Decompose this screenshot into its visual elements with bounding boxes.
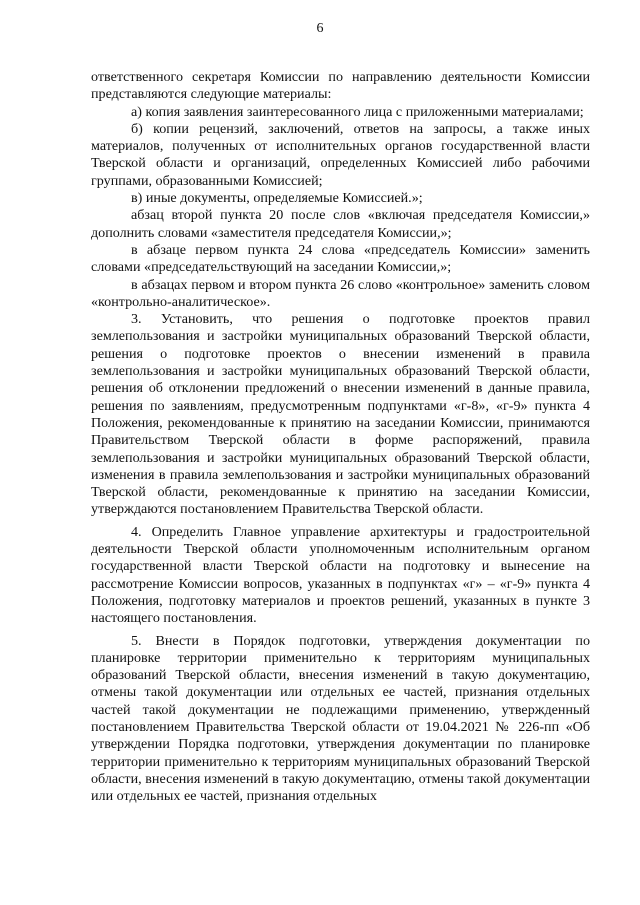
paragraph-amend-26: в абзацах первом и втором пункта 26 слово «контрольное» заменить словом «контрольно-аналитическое». — [91, 276, 590, 310]
paragraph-amend-24: в абзаце первом пункта 24 слова «председатель Комиссии» заменить словами «председательствующий на заседании Комиссии,»; — [91, 241, 590, 276]
paragraph-item-c: в) иные документы, определяемые Комиссией.»; — [131, 190, 423, 207]
page-number: 6 — [316, 21, 324, 36]
paragraph-clause-3: 3. Установить, что решения о подготовке проектов правил землепользования и застройки муниципальных образований Тверской области, решения о подготовке проектов о внесении изменений в правила землепользования и застройки муниципальных образований Тверской области, решения об отклонении предложений о внесении изменений в данные правила, решения по заявлениям, предусмотренным подпунктами «г-8», «г-9» пункта 4 Положения, рекомендованные к принятию на заседании Комиссии, принимаются Правительством Тверской области в форме распоряжений, правила землепользования и застройки муниципальных образований Тверской области, изменения в правила землепользования и застройки муниципальных образований Тверской области, рекомендованные к принятию на заседании Комиссии, утверждаются постановлением Правительства Тверской области. — [91, 311, 590, 518]
paragraph-continuation: ответственного секретаря Комиссии по направлению деятельности Комиссии представляются следующие материалы: — [91, 69, 590, 103]
paragraph-clause-4: 4. Определить Главное управление архитектуры и градостроительной деятельности Тверской области уполномоченным исполнительным органом государственной власти Тверской области на подготовку и вынесение на рассмотрение Комиссии вопросов, указанных в подпунктах «г» – «г-9» пункта 4 Положения, подготовку материалов и проектов решений, указанных в пункте 3 настоящего постановления. — [91, 523, 590, 627]
paragraph-amend-20: абзац второй пункта 20 после слов «включая председателя Комиссии,» дополнить словами «заместителя председателя Комиссии,»; — [91, 207, 590, 241]
document-body — [91, 69, 590, 805]
paragraph-item-a: а) копия заявления заинтересованного лица с приложенными материалами; — [131, 103, 584, 120]
paragraph-item-b: б) копии рецензий, заключений, ответов на запросы, а также иных материалов, полученных от исполнительных органов государственной власти Тверской области и организаций, определенных Комиссией либо рабочими группами, образованными Комиссией; — [91, 120, 590, 189]
paragraph-clause-5: 5. Внести в Порядок подготовки, утверждения документации по планировке территории применительно к территориям муниципальных образований Тверской области, внесения изменений в такую документацию, отмены такой документации или отдельных ее частей, признания отдельных частей такой документации не подлежащими применению, утвержденный постановлением Правительства Тверской области от 19.04.2021 № 226-пп «Об утверждении Порядка подготовки, утверждения документации по планировке территории применительно к территориям муниципальных образований Тверской области, внесения изменений в такую документацию, отмены такой документации или отдельных ее частей, признания отдельных — [91, 632, 590, 805]
